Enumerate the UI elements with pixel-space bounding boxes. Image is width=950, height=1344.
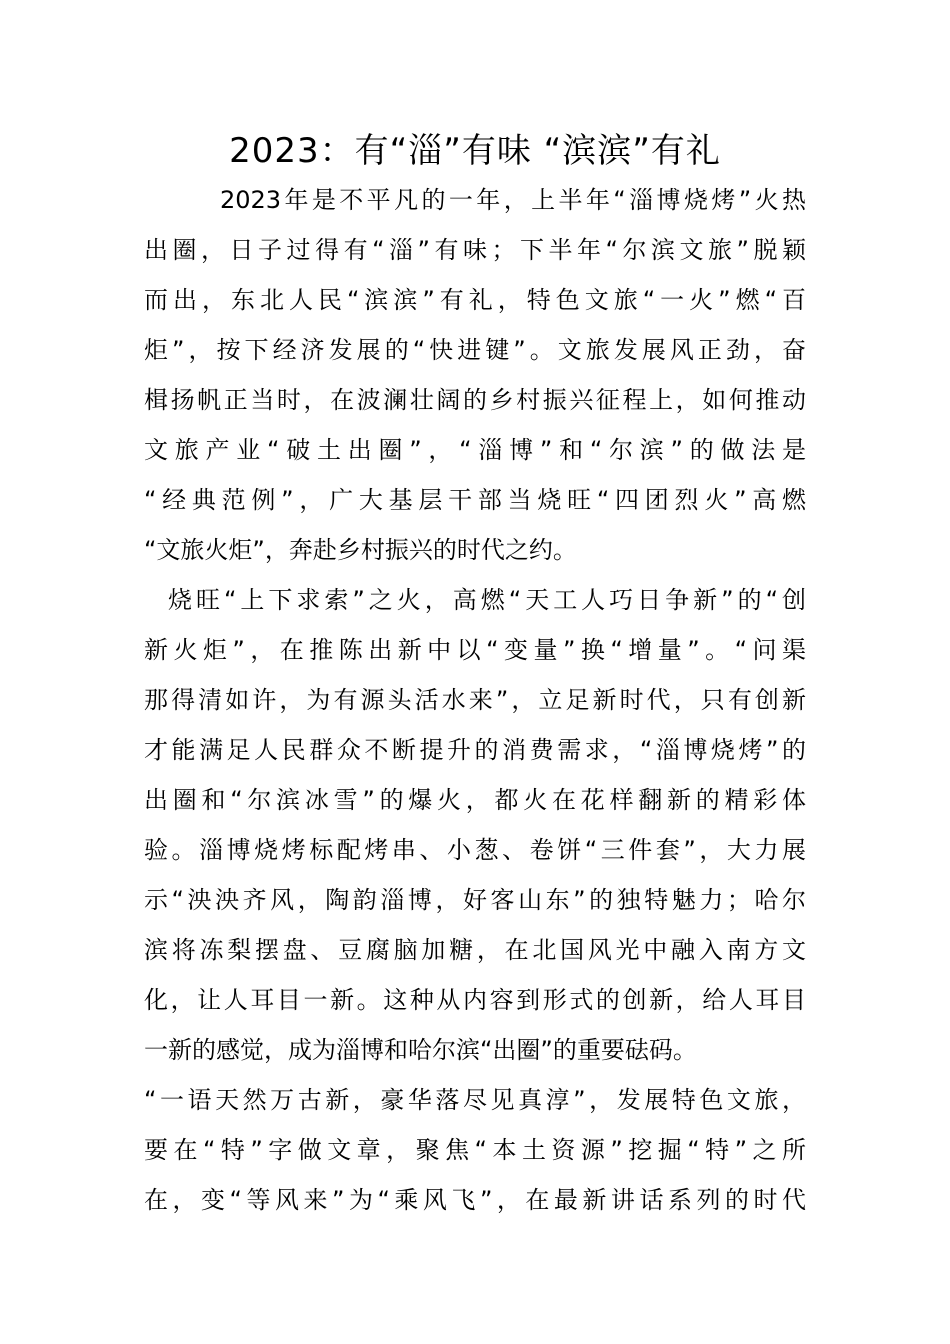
paragraph-line: 文旅产业“破土出圈”，“淄博”和“尔滨”的做法是: [144, 436, 806, 464]
paragraph-line: 出圈，日子过得有“淄”有味；下半年“尔滨文旅”脱颖: [144, 236, 806, 264]
paragraph-line: 2023年是不平凡的一年，上半年“淄博烧烤”火热: [220, 186, 806, 214]
paragraph-line: “文旅火炬”，奔赴乡村振兴的时代之约。: [144, 536, 577, 564]
paragraph-line: 烧旺“上下求索”之火，高燃“天工人巧日争新”的“创: [168, 586, 806, 614]
paragraph-line: 新火炬”，在推陈出新中以“变量”换“增量”。“问渠: [144, 636, 806, 664]
paragraph-line: “一语天然万古新，豪华落尽见真淳”，发展特色文旅，: [144, 1086, 806, 1114]
paragraph-line: 示“泱泱齐风，陶韵淄博，好客山东”的独特魅力；哈尔: [144, 886, 806, 914]
paragraph-line: 炬”，按下经济发展的“快进键”。文旅发展风正劲，奋: [144, 336, 806, 364]
paragraph-line: 化，让人耳目一新。这种从内容到形式的创新，给人耳目: [144, 986, 806, 1014]
paragraph-line: 验。淄博烧烤标配烤串、小葱、卷饼“三件套”，大力展: [144, 836, 806, 864]
paragraph-line: 滨将冻梨摆盘、豆腐脑加糖，在北国风光中融入南方文: [144, 936, 806, 964]
paragraph-line: 楫扬帆正当时，在波澜壮阔的乡村振兴征程上，如何推动: [144, 386, 806, 414]
paragraph-line: 一新的感觉，成为淄博和哈尔滨“出圈”的重要砝码。: [144, 1036, 697, 1064]
paragraph-line: 要在“特”字做文章，聚焦“本土资源”挖掘“特”之所: [144, 1136, 806, 1164]
document-title: 2023：有“淄”有味 “滨滨”有礼: [229, 131, 721, 171]
paragraph-line: 出圈和“尔滨冰雪”的爆火，都火在花样翻新的精彩体: [144, 786, 806, 814]
paragraph-line: 那得清如许，为有源头活水来”，立足新时代，只有创新: [144, 686, 806, 714]
paragraph-line: 才能满足人民群众不断提升的消费需求，“淄博烧烤”的: [144, 736, 806, 764]
paragraph-line: 而出，东北人民“滨滨”有礼，特色文旅“一火”燃“百: [144, 286, 806, 314]
paragraph-line: 在，变“等风来”为“乘风飞”，在最新讲话系列的时代: [144, 1186, 806, 1214]
paragraph-line: “经典范例”，广大基层干部当烧旺“四团烈火”高燃: [144, 486, 806, 514]
